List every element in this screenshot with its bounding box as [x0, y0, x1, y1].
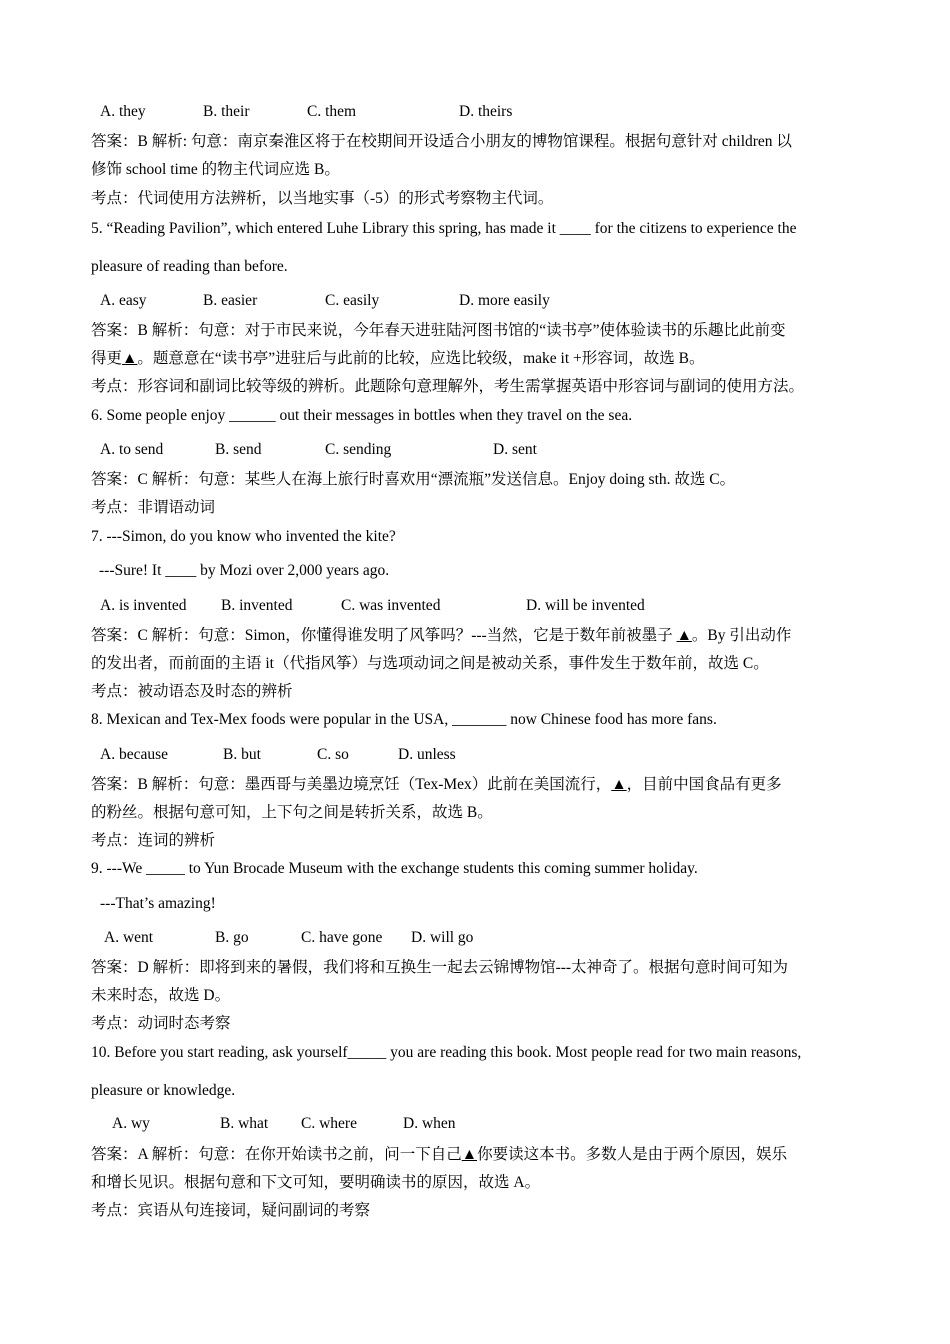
- q7-option-b: B. invented: [221, 597, 293, 614]
- q10-stem-line-1: 10. Before you start reading, ask yourself_____ you are reading this book. Most people read for two main reasons,: [91, 1044, 802, 1061]
- q4-option-c: C. them: [307, 103, 357, 120]
- q5-answer-line-2: 得更▲。题意意在“读书亭”进驻后与此前的比较，应选比较级，make it +形容词，故选 B。: [91, 350, 705, 367]
- q8-option-c: C. so: [317, 746, 349, 763]
- q4-answer-line-1: 答案：B 解析: 句意：南京秦淮区将于在校期间开设适合小朋友的博物馆课程。根据句意针对 children 以: [91, 133, 792, 150]
- q10-answer-line-2: 和增长见识。根据句意和下文可知，要明确读书的原因，故选 A。: [91, 1174, 541, 1191]
- q4-answer-line-2: 修饰 school time 的物主代词应选 B。: [91, 161, 340, 178]
- q7-point: 考点：被动语态及时态的辨析: [91, 683, 293, 700]
- q9-option-b: B. go: [215, 929, 249, 946]
- answer-blank-marker: ▲: [676, 627, 692, 644]
- q7-answer-line-1: 答案：C 解析：句意：Simon，你懂得谁发明了风筝吗？---当然，它是于数年前被墨子 ▲。By 引出动作: [91, 627, 792, 644]
- q5-option-a: A. easy: [100, 292, 147, 309]
- q4-option-a: A. they: [100, 103, 146, 120]
- q5-option-b: B. easier: [203, 292, 258, 309]
- q7-option-c: C. was invented: [341, 597, 441, 614]
- q8-option-b: B. but: [223, 746, 261, 763]
- q8-point: 考点：连词的辨析: [91, 832, 216, 849]
- q7-option-a: A. is invented: [100, 597, 187, 614]
- q7-stem-line-1: 7. ---Simon, do you know who invented the kite?: [91, 528, 396, 545]
- q10-answer-line-1: 答案：A 解析：句意：在你开始读书之前，问一下自己▲你要读这本书。多数人是由于两个原因，娱乐: [91, 1146, 788, 1163]
- q6-answer: 答案：C 解析：句意：某些人在海上旅行时喜欢用“漂流瓶”发送信息。Enjoy doing sth. 故选 C。: [91, 471, 736, 488]
- q5-option-c: C. easily: [325, 292, 380, 309]
- q5-stem-line-2: pleasure of reading than before.: [91, 258, 288, 275]
- q9-answer-line-1: 答案：D 解析：即将到来的暑假，我们将和互换生一起去云锦博物馆---太神奇了。根据句意时间可知为: [91, 959, 789, 976]
- q9-point: 考点：动词时态考察: [91, 1015, 231, 1032]
- q5-option-d: D. more easily: [459, 292, 550, 309]
- q8-answer-line-2: 的粉丝。根据句意可知，上下句之间是转折关系，故选 B。: [91, 804, 493, 821]
- q6-option-a: A. to send: [100, 441, 164, 458]
- q10-option-c: C. where: [301, 1115, 357, 1132]
- q8-option-a: A. because: [100, 746, 168, 763]
- q5-point: 考点：形容词和副词比较等级的辨析。此题除句意理解外，考生需掌握英语中形容词与副词的使用方法。: [91, 378, 805, 395]
- q8-option-d: D. unless: [398, 746, 456, 763]
- q8-stem: 8. Mexican and Tex-Mex foods were popular in the USA, _______ now Chinese food has more fans.: [91, 711, 717, 728]
- answer-blank-marker: ▲: [461, 1146, 478, 1163]
- q4-option-d: D. theirs: [459, 103, 513, 120]
- q4-option-b: B. their: [203, 103, 250, 120]
- q4-point: 考点：代词使用方法辨析，以当地实事（-5）的形式考察物主代词。: [91, 190, 554, 207]
- q6-point: 考点：非谓语动词: [91, 499, 216, 516]
- q6-option-b: B. send: [215, 441, 262, 458]
- q9-answer-line-2: 未来时态，故选 D。: [91, 987, 231, 1004]
- q9-option-a: A. went: [104, 929, 154, 946]
- q10-option-d: D. when: [403, 1115, 456, 1132]
- answer-blank-marker: ▲: [122, 350, 138, 367]
- q6-stem: 6. Some people enjoy ______ out their messages in bottles when they travel on the sea.: [91, 407, 633, 424]
- q10-option-b: B. what: [220, 1115, 269, 1132]
- q7-option-d: D. will be invented: [526, 597, 645, 614]
- q7-stem-line-2: ---Sure! It ____ by Mozi over 2,000 years ago.: [99, 562, 390, 579]
- answer-blank-marker: ▲: [611, 776, 627, 793]
- q9-option-c: C. have gone: [301, 929, 383, 946]
- q8-answer-line-1: 答案：B 解析：句意：墨西哥与美墨边境烹饪（Tex-Mex）此前在美国流行，▲，目前中国食品有更多: [91, 776, 782, 793]
- q7-answer-line-2: 的发出者，而前面的主语 it（代指风筝）与选项动词之间是被动关系，事件发生于数年前，故选 C。: [91, 655, 769, 672]
- q5-stem-line-1: 5. “Reading Pavilion”, which entered Luhe Library this spring, has made it ____ for the citizens to experience the: [91, 220, 797, 237]
- q10-stem-line-2: pleasure or knowledge.: [91, 1082, 236, 1099]
- q10-point: 考点：宾语从句连接词，疑问副词的考察: [91, 1202, 371, 1219]
- q10-option-a: A. wy: [112, 1115, 150, 1132]
- q6-option-d: D. sent: [493, 441, 537, 458]
- q9-option-d: D. will go: [411, 929, 474, 946]
- q6-option-c: C. sending: [325, 441, 392, 458]
- q9-stem-line-1: 9. ---We _____ to Yun Brocade Museum with the exchange students this coming summer holiday.: [91, 860, 698, 877]
- q5-answer-line-1: 答案：B 解析：句意：对于市民来说，今年春天进驻陆河图书馆的“读书亭”使体验读书的乐趣比此前变: [91, 322, 786, 339]
- q9-stem-line-2: ---That’s amazing!: [100, 895, 216, 912]
